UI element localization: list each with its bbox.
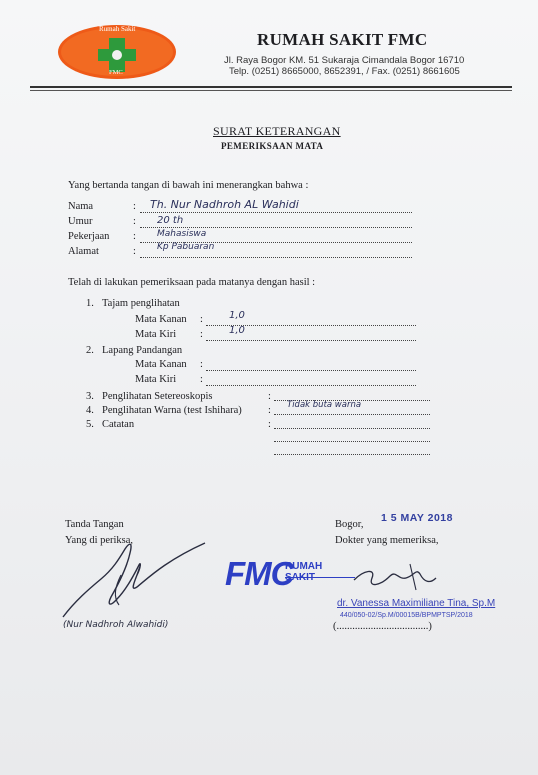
hospital-phone: Telp. (0251) 8665000, 8652391, / Fax. (0251) 8661605 [229, 66, 460, 77]
hospital-logo [57, 24, 177, 80]
name-colon: : [133, 201, 136, 212]
item4-number: 4. [86, 405, 94, 416]
item1-label: Tajam penglihatan [102, 298, 180, 309]
item5-colon: : [268, 419, 271, 430]
item2-left-eye-label: Mata Kiri [135, 374, 177, 385]
doctor-license: 440/050-02/Sp.M/00015B/BPMPTSP/2018 [340, 612, 473, 619]
age-dotted-line [140, 227, 412, 228]
date-stamp: 1 5 MAY 2018 [381, 512, 453, 524]
item5-label: Catatan [102, 419, 135, 430]
stamp-rule [285, 577, 355, 578]
document-subtitle: PEMERIKSAAN MATA [221, 141, 324, 151]
notes-dotted-line-2 [274, 441, 430, 442]
logo-top-text: Rumah Sakit [99, 25, 136, 33]
examinee-label: Yang di periksa, [65, 535, 134, 546]
item1-left-dotted-line [206, 340, 416, 341]
item4-dotted-line [274, 414, 430, 415]
address-value: Kp Pabuaran [157, 242, 215, 252]
item5-number: 5. [86, 419, 94, 430]
header-divider-thick [30, 86, 512, 88]
item1-right-value: 1,0 [229, 310, 245, 321]
item1-right-eye-label: Mata Kanan [135, 314, 187, 325]
hospital-name: RUMAH SAKIT FMC [257, 30, 428, 49]
item4-label: Penglihatan Warna (test Ishihara) [102, 405, 242, 416]
notes-dotted-line-1 [274, 428, 430, 429]
item2-left-colon: : [200, 374, 203, 385]
age-colon: : [133, 216, 136, 227]
item4-colon: : [268, 405, 271, 416]
name-label: Nama [68, 201, 94, 212]
name-dotted-line [140, 212, 412, 213]
signature-label: Tanda Tangan [65, 519, 124, 530]
age-value: 20 th [157, 215, 184, 226]
item2-right-colon: : [200, 359, 203, 370]
item2-number: 2. [86, 345, 94, 356]
item1-number: 1. [86, 298, 94, 309]
doctor-name-blank: (...................................) [333, 621, 432, 632]
place-label: Bogor, [335, 519, 364, 530]
hospital-address: Jl. Raya Bogor KM. 51 Sukaraja Cimandala Bogor 16710 [224, 55, 465, 66]
item1-left-eye-label: Mata Kiri [135, 329, 177, 340]
item3-colon: : [268, 391, 271, 402]
logo-bottom-text: FMC [109, 69, 123, 76]
item3-number: 3. [86, 391, 94, 402]
patient-signature-name: (Nur Nadhroh Alwahidi) [63, 620, 169, 630]
item2-right-dotted-line [206, 370, 416, 371]
item4-value: Tidak buta warna [287, 400, 362, 410]
item1-left-colon: : [200, 329, 203, 340]
item3-label: Penglihatan Setereoskopis [102, 391, 213, 402]
job-value: Mahasiswa [157, 229, 207, 239]
item2-right-eye-label: Mata Kanan [135, 359, 187, 370]
address-label: Alamat [68, 246, 99, 257]
intro-text: Yang bertanda tangan di bawah ini menerangkan bahwa : [68, 180, 309, 191]
name-value: Th. Nur Nadhroh AL Wahidi [150, 198, 299, 211]
results-intro: Telah di lakukan pemeriksaan pada matanya dengan hasil : [68, 277, 316, 288]
address-colon: : [133, 246, 136, 257]
notes-dotted-line-3 [274, 454, 430, 455]
doctor-label: Dokter yang memeriksa, [335, 535, 439, 546]
stamp-fmc-text: FMC [225, 555, 294, 592]
hospital-stamp [225, 555, 323, 592]
item2-label: Lapang Pandangan [102, 345, 183, 356]
header-divider-thin [30, 90, 512, 91]
document-title: SURAT KETERANGAN [213, 124, 341, 138]
age-label: Umur [68, 216, 93, 227]
item2-left-dotted-line [206, 385, 416, 386]
doctor-signature [350, 560, 440, 601]
item1-right-colon: : [200, 314, 203, 325]
patient-signature [55, 535, 215, 630]
address-dotted-line [140, 257, 412, 258]
doctor-name: dr. Vanessa Maximiliane Tina, Sp.M [337, 598, 496, 609]
item1-left-value: 1,0 [229, 325, 245, 336]
job-label: Pekerjaan [68, 231, 110, 242]
stamp-hospital-text: RUMAH SAKIT [285, 561, 323, 583]
job-colon: : [133, 231, 136, 242]
